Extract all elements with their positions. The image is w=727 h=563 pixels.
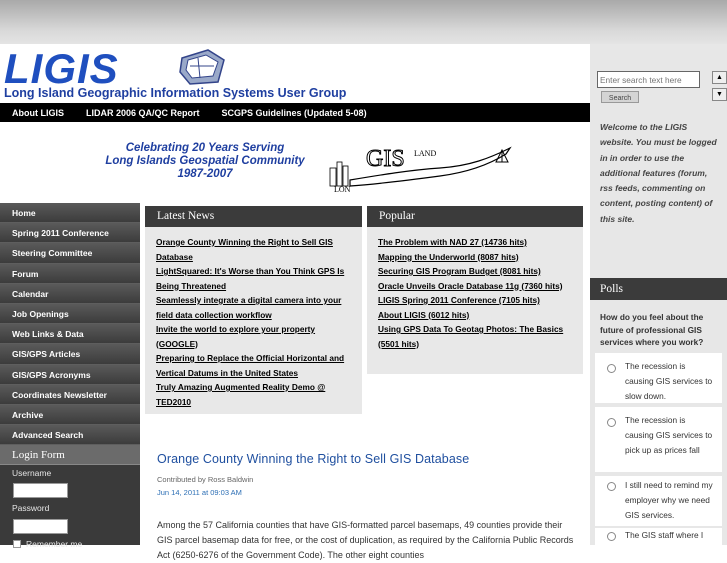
- leftnav-gis-gps-articles[interactable]: GIS/GPS Articles: [0, 344, 140, 364]
- username-label: Username: [12, 468, 52, 478]
- poll-option[interactable]: [595, 528, 722, 545]
- poll-option-text: The GIS staff where I: [625, 530, 704, 540]
- banner-graphic-gis: GIS: [366, 146, 405, 172]
- article-body: Among the 57 California counties that have GIS-formatted parcel basemaps, 49 counties provide their GIS parcel basemap data for free, or the cost of duplication, as required by the California Public Records Act (6250-6276 of the Government Code). The other eight counties: [157, 520, 574, 560]
- login-form-title: Login Form: [0, 445, 140, 465]
- news-item[interactable]: LightSquared: It's Worse than You Think GPS Is Being Threatened: [156, 266, 345, 291]
- poll-question: How do you feel about the future of professional GIS services where you work?: [600, 312, 704, 347]
- popular-panel: [367, 206, 583, 374]
- top-navigation: [0, 103, 590, 122]
- popular-item[interactable]: The Problem with NAD 27 (14736 hits): [378, 237, 527, 247]
- main-article: [157, 452, 577, 563]
- popular-item[interactable]: About LIGIS (6012 hits): [378, 309, 470, 320]
- news-item[interactable]: Orange County Winning the Right to Sell GIS Database: [156, 237, 333, 262]
- poll-option[interactable]: [595, 407, 722, 472]
- banner-line-2: Long Islands Geospatial Community: [105, 155, 305, 167]
- remember-me-checkbox[interactable]: [13, 540, 21, 548]
- topnav-about-ligis[interactable]: About LIGIS: [12, 107, 64, 118]
- leftnav-web-links[interactable]: Web Links & Data: [0, 324, 140, 344]
- poll-option-text: I still need to remind my employer why we need GIS services.: [625, 480, 713, 520]
- popular-item[interactable]: LIGIS Spring 2011 Conference (7105 hits): [378, 295, 540, 305]
- search-input[interactable]: [597, 71, 700, 88]
- article-byline: Contributed by Ross Baldwin: [157, 475, 254, 484]
- scroll-up-arrow-icon[interactable]: ▲: [712, 71, 727, 84]
- leftnav-gis-gps-acronyms[interactable]: GIS/GPS Acronyms: [0, 365, 140, 385]
- popular-title: Popular: [367, 206, 583, 227]
- article-date: Jun 14, 2011 at 09:03 AM: [157, 488, 242, 497]
- password-label: Password: [12, 503, 50, 513]
- latest-news-panel: [145, 206, 362, 414]
- topnav-scgps-guidelines[interactable]: SCGPS Guidelines (Updated 5-08): [221, 107, 367, 118]
- poll-option-text: The recession is causing GIS services to pick up as prices fall: [625, 415, 713, 455]
- popular-item[interactable]: Securing GIS Program Budget (8081 hits): [378, 266, 541, 276]
- poll-option[interactable]: [595, 476, 722, 526]
- leftnav-home[interactable]: Home: [0, 203, 140, 223]
- topnav-lidar-report[interactable]: LIDAR 2006 QA/QC Report: [86, 107, 200, 118]
- page-top-gradient: [0, 0, 727, 44]
- latest-news-title: Latest News: [145, 206, 362, 227]
- sidebar-scrollbar[interactable]: [712, 44, 727, 102]
- banner-graphic-land: LAND: [414, 149, 437, 158]
- banner-graphic-lon: LON: [334, 185, 351, 194]
- leftnav-steering-committee[interactable]: Steering Committee: [0, 243, 140, 263]
- poll-radio[interactable]: [607, 364, 616, 373]
- news-item[interactable]: Preparing to Replace the Official Horizontal and Vertical Datums in the United States: [156, 353, 345, 378]
- username-input[interactable]: [13, 483, 68, 498]
- news-item[interactable]: Truly Amazing Augmented Reality Demo @ TED2010: [156, 382, 326, 407]
- welcome-message: Welcome to the LIGIS website. You must be logged in in order to use the additional features (forum, rss feeds, commenting on content, posting content) of this site.: [600, 122, 717, 224]
- search-button[interactable]: Search: [601, 91, 639, 103]
- poll-option[interactable]: [595, 353, 722, 403]
- poll-option-text: The recession is causing GIS services to slow down.: [625, 361, 713, 401]
- leftnav-archive[interactable]: Archive: [0, 405, 140, 425]
- leftnav-coordinates-newsletter[interactable]: Coordinates Newsletter: [0, 385, 140, 405]
- leftnav-forum[interactable]: Forum: [0, 264, 140, 284]
- popular-item[interactable]: Using GPS Data To Geotag Photos: The Basics (5501 hits): [378, 324, 564, 349]
- polls-title: Polls: [590, 278, 727, 300]
- remember-me-label: Remember me: [26, 539, 83, 549]
- news-item[interactable]: Invite the world to explore your property (GOOGLE): [156, 324, 316, 349]
- banner-text: [60, 142, 350, 181]
- article-title[interactable]: Orange County Winning the Right to Sell GIS Database: [157, 452, 470, 466]
- leftnav-spring-conference[interactable]: Spring 2011 Conference: [0, 223, 140, 243]
- right-sidebar: [590, 44, 727, 545]
- site-logo[interactable]: LIGIS: [4, 45, 119, 92]
- anniversary-banner: [0, 122, 590, 202]
- popular-item[interactable]: Mapping the Underworld (8087 hits): [378, 251, 519, 262]
- popular-item[interactable]: Oracle Unveils Oracle Database 11g (7360 hits): [378, 280, 563, 291]
- long-island-map-graphic: [320, 140, 520, 198]
- leftnav-job-openings[interactable]: Job Openings: [0, 304, 140, 324]
- banner-line-1: Celebrating 20 Years Serving: [125, 142, 285, 154]
- login-form: [0, 465, 140, 549]
- scroll-down-arrow-icon[interactable]: ▼: [712, 88, 727, 101]
- logo-map-icon: [178, 48, 228, 86]
- password-input[interactable]: [13, 519, 68, 534]
- news-item[interactable]: Seamlessly integrate a digital camera into your field data collection workflow: [156, 295, 342, 320]
- poll-radio[interactable]: [607, 418, 616, 427]
- site-header: [0, 44, 590, 103]
- site-tagline: Long Island Geographic Information Systems User Group: [4, 86, 347, 100]
- banner-line-3: 1987-2007: [177, 168, 233, 180]
- leftnav-calendar[interactable]: Calendar: [0, 284, 140, 304]
- leftnav-advanced-search[interactable]: Advanced Search: [0, 425, 140, 445]
- poll-radio[interactable]: [607, 482, 616, 491]
- poll-radio[interactable]: [607, 532, 616, 541]
